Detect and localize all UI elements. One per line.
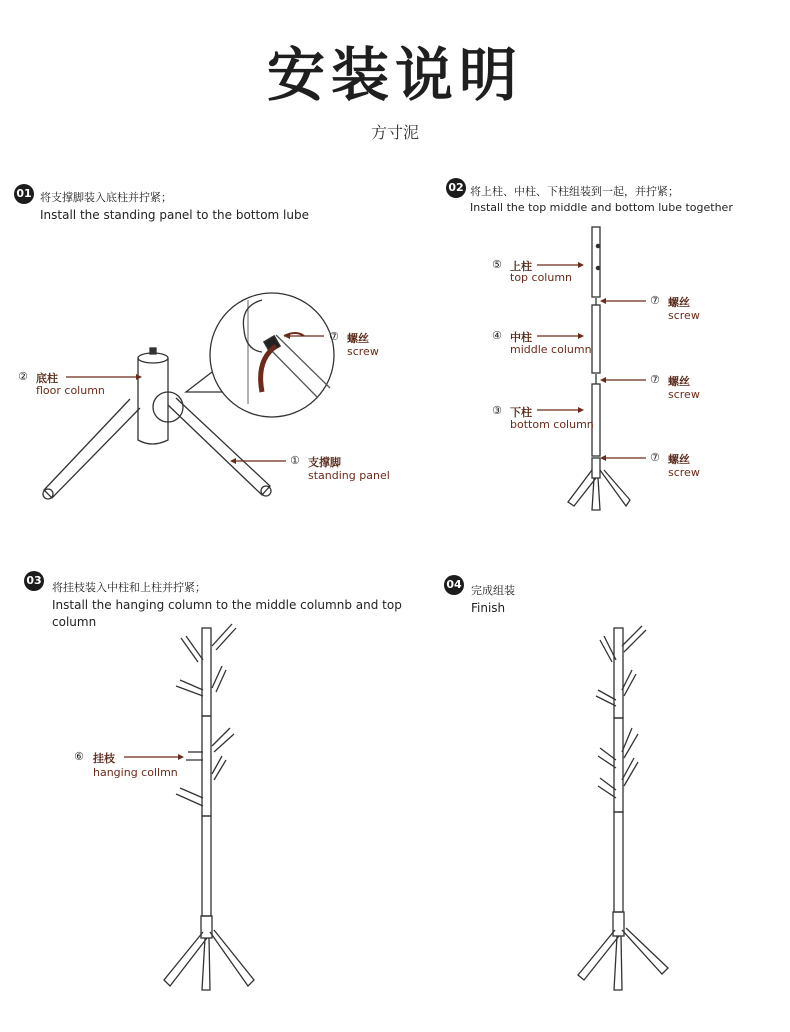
bottom-column-label-cn: 下柱 (510, 406, 532, 419)
screw-label-cn-3: 螺丝 (668, 375, 690, 388)
bottom-column-number: ③ (492, 404, 502, 417)
screw-number-3: ⑦ (650, 373, 660, 386)
zoom-bubble (186, 293, 334, 417)
top-column-number: ⑤ (492, 258, 502, 271)
step-3-badge: 03 (24, 571, 44, 591)
standing-panel-label-en: standing panel (308, 469, 390, 482)
step-2-leg-right (600, 470, 630, 506)
step-2-cn: 将上柱、中柱、下柱组装到一起，并拧紧； (470, 185, 679, 198)
step-2-leg-center (592, 478, 600, 510)
step-4-diagram (578, 626, 668, 990)
step-4-badge: 04 (444, 575, 464, 595)
screw-label-cn-2: 螺丝 (668, 296, 690, 309)
middle-column-drawing (592, 305, 600, 373)
bottom-column-label-en: bottom column (510, 418, 594, 431)
top-column-drawing (592, 227, 600, 297)
hanging-column-number: ⑥ (74, 750, 84, 763)
standing-panel-drawing (43, 398, 271, 499)
screw-label-cn-4: 螺丝 (668, 453, 690, 466)
step-2-badge: 02 (446, 178, 466, 198)
step-2-diagram (537, 227, 646, 510)
step-1-badge: 01 (14, 184, 34, 204)
middle-column-number: ④ (492, 329, 502, 342)
page-title: 安装说明 (266, 41, 523, 109)
screw-number-4: ⑦ (650, 451, 660, 464)
floor-column-label-en: floor column (36, 384, 105, 397)
standing-panel-number: ① (290, 454, 300, 467)
step-4-en: Finish (471, 601, 506, 615)
screw-number-2: ⑦ (650, 294, 660, 307)
step-1-cn: 将支撑脚装入底柱并拧紧； (40, 191, 172, 204)
top-column-label-cn: 上柱 (510, 260, 532, 273)
step-2-en: Install the top middle and bottom lube together (470, 201, 733, 214)
hanging-column-label-cn: 挂枝 (93, 752, 115, 765)
step-4-cn: 完成组装 (471, 584, 515, 597)
step-3-diagram (124, 624, 254, 990)
hanging-column-label-en: hanging collmn (93, 766, 178, 779)
top-column-label-en: top column (510, 271, 573, 284)
step-3-cn: 将挂枝装入中柱和上柱并拧紧； (52, 581, 206, 594)
floor-column-number: ② (18, 370, 28, 383)
middle-column-label-cn: 中柱 (510, 331, 532, 344)
screw-label-en-3: screw (668, 388, 700, 401)
step-1-en: Install the standing panel to the bottom lube (40, 208, 309, 222)
screw-label-en-2: screw (668, 309, 700, 322)
floor-column-label-cn: 底柱 (36, 372, 58, 385)
brand-name: 方寸泥 (370, 123, 419, 142)
step-3-en: Install the hanging column to the middle columnb and top column (52, 598, 402, 629)
floor-column-drawing (138, 348, 168, 444)
screw-label-en-1: screw (347, 345, 379, 358)
screw-label-cn-1: 螺丝 (347, 332, 369, 345)
middle-column-label-en: middle column (510, 343, 592, 356)
screw-number-1: ⑦ (329, 330, 339, 343)
standing-panel-label-cn: 支撑脚 (308, 456, 341, 469)
screw-label-en-4: screw (668, 466, 700, 479)
